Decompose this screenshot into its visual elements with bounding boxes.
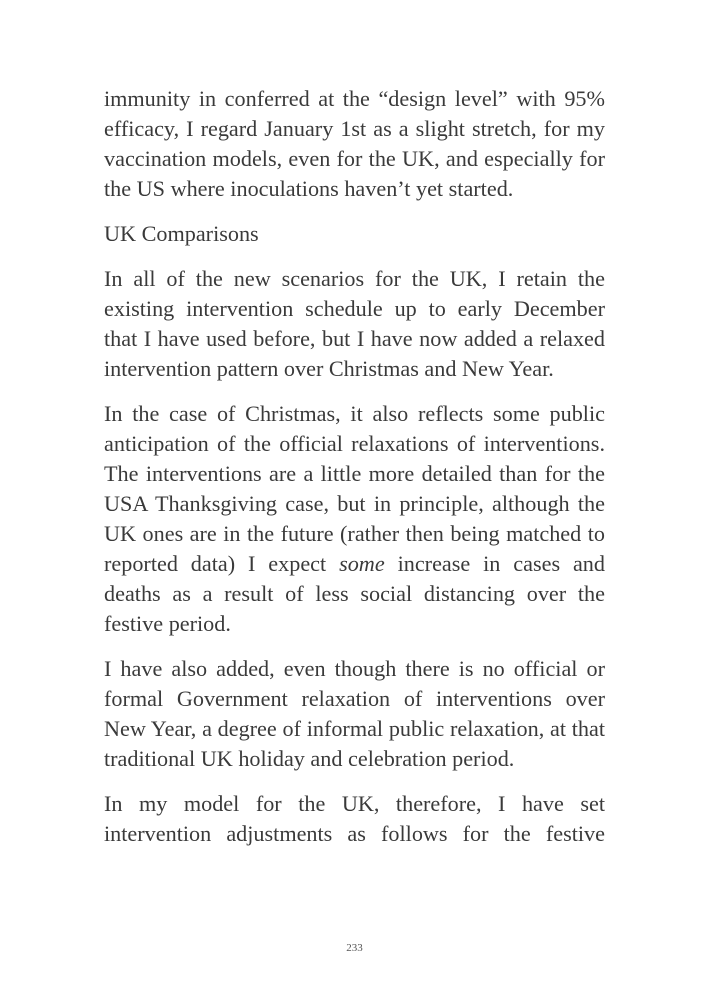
paragraph-scenarios: In all of the new scenarios for the UK, I retain the existing intervention schedule up to early December that I have used before, but I have now added a relaxed intervention pattern over Christmas and New Year. bbox=[104, 266, 605, 381]
paragraph-christmas-start: In the case of Christmas, it also reflects some public anticipation of the official relaxations of interventions. The interventions are a little more detailed than for the USA Thanksgiving case, but in principle, although the UK ones are in the future (rather then being matched to reported data) I expect bbox=[104, 401, 605, 576]
paragraph-christmas-end: increase in cases and deaths as a result of less social distancing over the festive period. bbox=[104, 551, 605, 636]
section-heading: UK Comparisons bbox=[104, 221, 259, 246]
document-page bbox=[104, 84, 605, 864]
paragraph-continuation: immunity in conferred at the “design level” with 95% efficacy, I regard January 1st as a slight stretch, for my vaccination models, even for the UK, and especially for the US where inoculations haven’t yet started. bbox=[104, 86, 605, 201]
emphasis-some: some bbox=[339, 551, 385, 576]
paragraph-model-adjustments: In my model for the UK, therefore, I have set intervention adjustments as follows for the festive bbox=[104, 791, 605, 846]
page-number: 233 bbox=[346, 942, 363, 954]
paragraph-new-year: I have also added, even though there is no official or formal Government relaxation of interventions over New Year, a degree of informal public relaxation, at that traditional UK holiday and celebration period. bbox=[104, 656, 605, 771]
paragraph-christmas bbox=[104, 399, 605, 639]
